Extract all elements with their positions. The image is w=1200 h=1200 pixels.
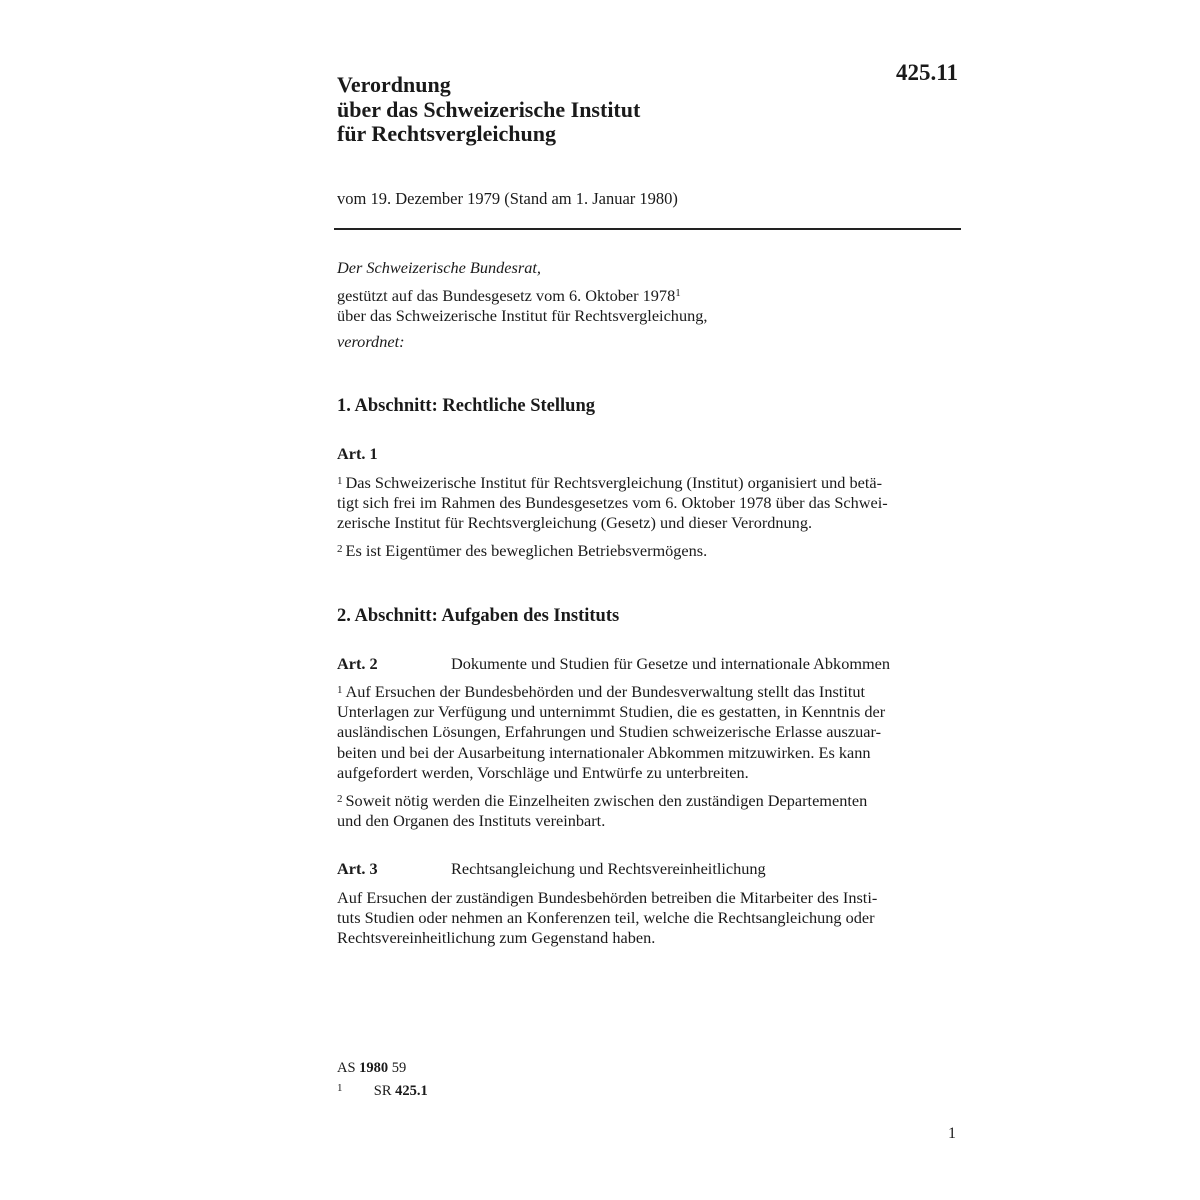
official-collection-reference: [337, 1058, 406, 1078]
preamble-basis: [337, 286, 958, 326]
header-divider: [334, 228, 961, 230]
article-2-paragraph-2: [337, 791, 958, 831]
text-line: beiten und bei der Ausarbeitung internationaler Abkommen mitzuwirken. Es kann: [337, 742, 871, 762]
article-3-title: Rechtsangleichung und Rechtsvereinheitlichung: [451, 859, 766, 878]
footnote-reference[interactable]: 425.1: [395, 1083, 428, 1099]
preamble-basis-line-2: über das Schweizerische Institut für Rechtsvergleichung,: [337, 306, 708, 326]
text-line: [337, 473, 958, 493]
text-line-content: Auf Ersuchen der Bundesbehörden und der Bundesverwaltung stellt das Institut: [345, 682, 866, 701]
paragraph-number: 2: [337, 543, 343, 555]
text-line: zerische Institut für Rechtsvergleichung (Gesetz) und dieser Verordnung.: [337, 513, 813, 533]
text-line: aufgefordert werden, Vorschläge und Entwürfe zu unterbreiten.: [337, 762, 749, 782]
article-1-label: Art. 1: [337, 444, 378, 463]
preamble-issuer: Der Schweizerische Bundesrat,: [337, 258, 541, 277]
article-3-label: Art. 3: [337, 859, 378, 878]
article-1-paragraph-1: [337, 473, 958, 534]
as-year: 1980: [359, 1060, 389, 1076]
sr-number: 425.11: [896, 60, 958, 85]
title-line-1: Verordnung: [337, 72, 451, 97]
footnote-prefix: SR: [373, 1083, 392, 1099]
title-line-2: über das Schweizerische Institut: [337, 96, 641, 122]
text-line: [337, 682, 958, 702]
paragraph-number: 2: [337, 793, 343, 805]
page-number: 1: [948, 1125, 956, 1142]
text-line: tuts Studien oder nehmen an Konferenzen teil, welche die Rechtsangleichung oder: [337, 908, 875, 928]
as-prefix: AS: [337, 1060, 356, 1076]
text-line: Auf Ersuchen der zuständigen Bundesbehörden betreiben die Mitarbeiter des Insti-: [337, 888, 878, 907]
document-title: [337, 73, 640, 147]
text-line: [337, 791, 958, 811]
article-2-title: Dokumente und Studien für Gesetze und internationale Abkommen: [451, 654, 891, 673]
section-2-heading: 2. Abschnitt: Aufgaben des Instituts: [337, 606, 620, 626]
text-line-content: Soweit nötig werden die Einzelheiten zwischen den zuständigen Departementen: [345, 791, 868, 810]
as-page: 59: [391, 1060, 407, 1076]
text-line-content: Das Schweizerische Institut für Rechtsvergleichung (Institut) organisiert und betä-: [345, 473, 883, 492]
paragraph-text: Es ist Eigentümer des beweglichen Betriebsvermögens.: [345, 541, 708, 560]
section-1-heading: 1. Abschnitt: Rechtliche Stellung: [337, 396, 595, 416]
paragraph-number: 1: [337, 475, 343, 487]
paragraph-number: 1: [337, 684, 343, 696]
date-line: vom 19. Dezember 1979 (Stand am 1. Januar 1980): [337, 189, 678, 208]
text-line: und den Organen des Instituts vereinbart.: [337, 811, 606, 831]
article-3-paragraph: [337, 888, 958, 949]
preamble-basis-line-1: [337, 286, 958, 306]
preamble-basis-text: gestützt auf das Bundesgesetz vom 6. Oktober 1978: [337, 286, 676, 305]
footnote-number: 1: [337, 1082, 343, 1094]
article-1-paragraph-2: [337, 541, 958, 561]
title-line-3: für Rechtsvergleichung: [337, 121, 556, 146]
article-2-label: Art. 2: [337, 654, 378, 673]
text-line: Unterlagen zur Verfügung und unternimmt Studien, die es gestatten, in Kenntnis der: [337, 702, 886, 722]
article-2-paragraph-1: [337, 682, 958, 783]
footnote-1: [337, 1078, 428, 1101]
text-line: tigt sich frei im Rahmen des Bundesgesetzes vom 6. Oktober 1978 über das Schwei-: [337, 493, 888, 513]
footnote-ref[interactable]: 1: [675, 287, 681, 299]
preamble-decree: verordnet:: [337, 332, 405, 351]
text-line: Rechtsvereinheitlichung zum Gegenstand haben.: [337, 928, 656, 948]
text-line: ausländischen Lösungen, Erfahrungen und Studien schweizerische Erlasse auszuar-: [337, 722, 882, 742]
